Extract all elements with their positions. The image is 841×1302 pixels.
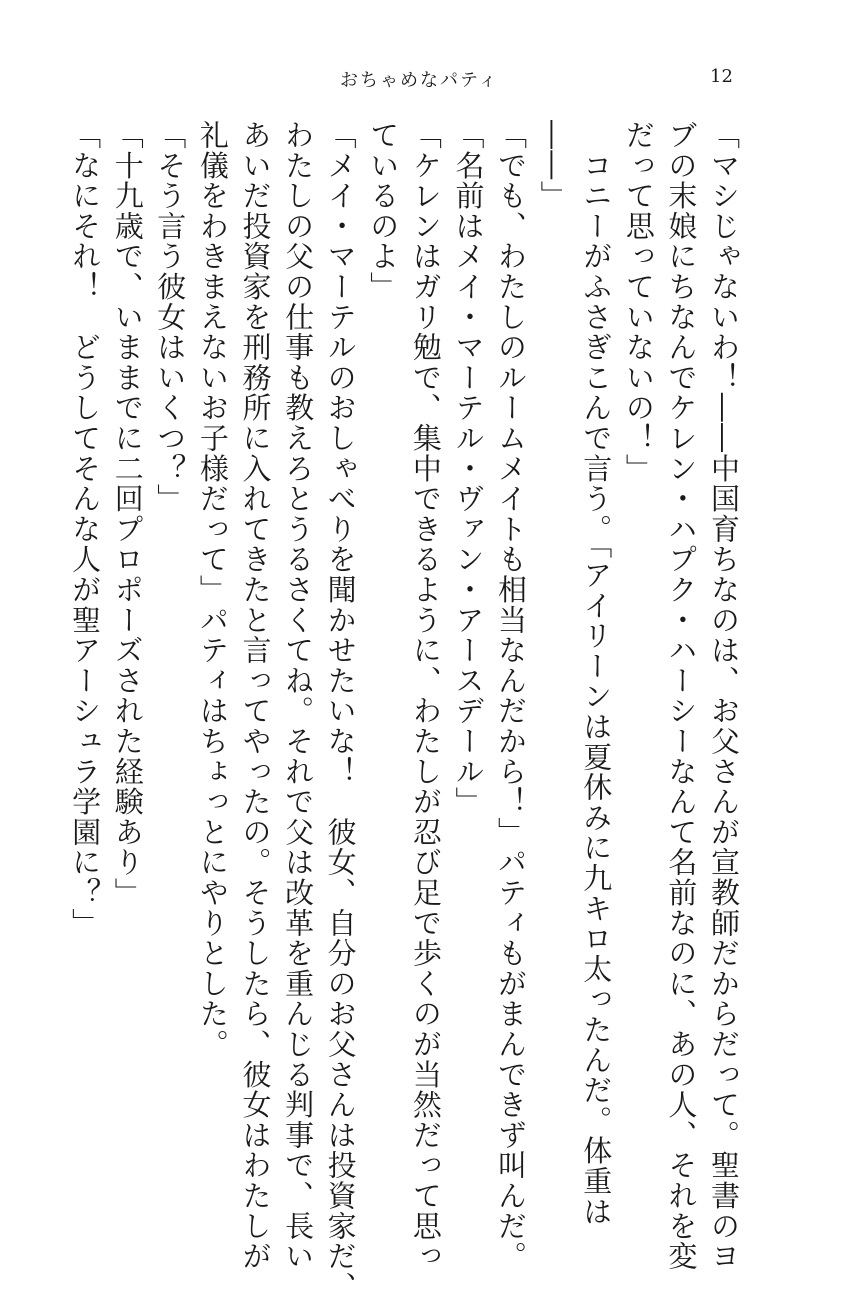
text-line: 「メイ・マーテルのおしゃべりを聞かせたいな！ 彼女、自分のお父さんは投資家だ、 — [323, 120, 358, 1302]
text-line: コニーがふさぎこんで言う。「アイリーンは夏休みに九キロ太ったんだ。体重は — [579, 120, 614, 1227]
text-line: 「ケレンはガリ勉で、集中できるように、わたしが忍び足で歩くのが当然だって思っ — [408, 120, 443, 1272]
text-line: 「そう言う彼女はいくつ？」 — [153, 120, 188, 514]
text-line: わたしの父の仕事も教えろとうるさくてね。それで父は改革を重んじる判事で、長い — [281, 120, 316, 1272]
text-line: ブの末娘にちなんでケレン・ハプク・ハーシーなんて名前なのに、あの人、それを変 — [664, 120, 699, 1272]
text-line: 「名前はメイ・マーテル・ヴァン・アースデール」 — [451, 120, 486, 817]
text-line: 「マシじゃないわ！――中国育ちなのは、お父さんが宣教師だからだって。聖書のヨ — [707, 120, 741, 1272]
text-line: 「十九歳で、いままでに二回プロポーズされた経験あり」 — [110, 120, 145, 908]
page-number: 12 — [710, 66, 733, 87]
text-line: ているのよ」 — [366, 120, 401, 302]
vertical-text-body — [68, 120, 745, 1302]
running-header-title: おちゃめなパティ — [340, 70, 499, 91]
text-line: 礼儀をわきまえないお子様だって」パティはちょっとにやりとした。 — [195, 120, 230, 1060]
text-line: だって思っていないの！」 — [621, 120, 656, 484]
text-line: 「でも、わたしのルームメイトも相当なんだから！」パティもがまんできず叫んだ。 — [494, 120, 529, 1272]
text-line: あいだ投資家を刑務所に入れてきたと言ってやったの。そうしたら、彼女はわたしが — [238, 120, 273, 1272]
text-line: 「なにそれ！ どうしてそんな人が聖アーシュラ学園に？」 — [68, 120, 103, 939]
text-line: ――」 — [536, 120, 571, 211]
